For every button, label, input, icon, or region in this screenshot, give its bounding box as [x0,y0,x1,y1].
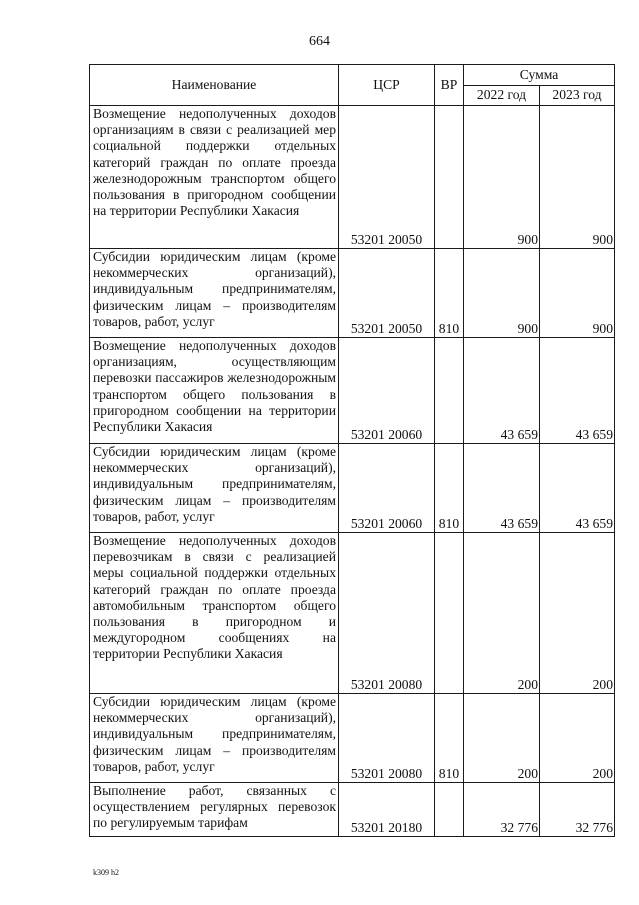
row-name: Возмещение недополученных доходов организациям, осуществляющим перевозки пассажиров железнодорожным транспортом общего пользования в пригородном сообщении на территории Республики Хакасия [90,338,339,444]
header-vr: ВР [435,65,464,106]
table-row [90,338,615,444]
row-sum-2023: 200 [540,694,615,783]
row-sum-2023: 900 [540,249,615,338]
row-vr: 810 [435,694,464,783]
row-csr: 53201 20050 [339,106,435,249]
row-csr: 53201 20180 [339,783,435,837]
row-csr: 53201 20060 [339,338,435,444]
row-name: Субсидии юридическим лицам (кроме некоммерческих организаций), индивидуальным предпринимателям, физическим лицам – производителям товаров, работ, услуг [90,444,339,533]
row-sum-2022: 32 776 [464,783,540,837]
row-vr [435,783,464,837]
table-header [90,65,615,106]
row-vr [435,533,464,694]
row-vr [435,338,464,444]
row-vr: 810 [435,249,464,338]
header-year-2022: 2022 год [464,86,540,106]
table-row [90,694,615,783]
row-csr: 53201 20050 [339,249,435,338]
row-sum-2023: 43 659 [540,444,615,533]
row-name: Субсидии юридическим лицам (кроме некоммерческих организаций), индивидуальным предпринимателям, физическим лицам – производителям товаров, работ, услуг [90,694,339,783]
header-name: Наименование [90,65,339,106]
row-csr: 53201 20060 [339,444,435,533]
footer-code: k309 h2 [93,868,119,877]
table-body [90,106,615,837]
page-number: 664 [309,34,330,49]
table-row [90,533,615,694]
row-vr [435,106,464,249]
row-sum-2023: 900 [540,106,615,249]
row-sum-2022: 43 659 [464,444,540,533]
budget-table [89,64,615,837]
row-sum-2023: 32 776 [540,783,615,837]
row-name: Выполнение работ, связанных с осуществлением регулярных перевозок по регулируемым тарифам [90,783,339,837]
table-row [90,444,615,533]
row-name: Субсидии юридическим лицам (кроме некоммерческих организаций), индивидуальным предпринимателям, физическим лицам – производителям товаров, работ, услуг [90,249,339,338]
header-year-2023: 2023 год [540,86,615,106]
row-sum-2022: 200 [464,533,540,694]
row-csr: 53201 20080 [339,533,435,694]
row-vr: 810 [435,444,464,533]
table-row [90,783,615,837]
row-name: Возмещение недополученных доходов организациям в связи с реализацией мер социальной поддержки отдельных категорий граждан по оплате проезда железнодорожным транспортом общего пользования в пригородном сообщении на территории Республики Хакасия [90,106,339,249]
table-row [90,249,615,338]
row-sum-2023: 43 659 [540,338,615,444]
header-sum: Сумма [464,65,615,86]
row-sum-2022: 200 [464,694,540,783]
row-sum-2022: 900 [464,106,540,249]
row-sum-2022: 43 659 [464,338,540,444]
header-csr: ЦСР [339,65,435,106]
row-name: Возмещение недополученных доходов перевозчикам в связи с реализацией меры социальной поддержки отдельных категорий граждан по оплате проезда автомобильным транспортом общего пользования в пригородном и междугородном сообщениях на территории Республики Хакасия [90,533,339,694]
row-sum-2022: 900 [464,249,540,338]
row-csr: 53201 20080 [339,694,435,783]
row-sum-2023: 200 [540,533,615,694]
table-row [90,106,615,249]
